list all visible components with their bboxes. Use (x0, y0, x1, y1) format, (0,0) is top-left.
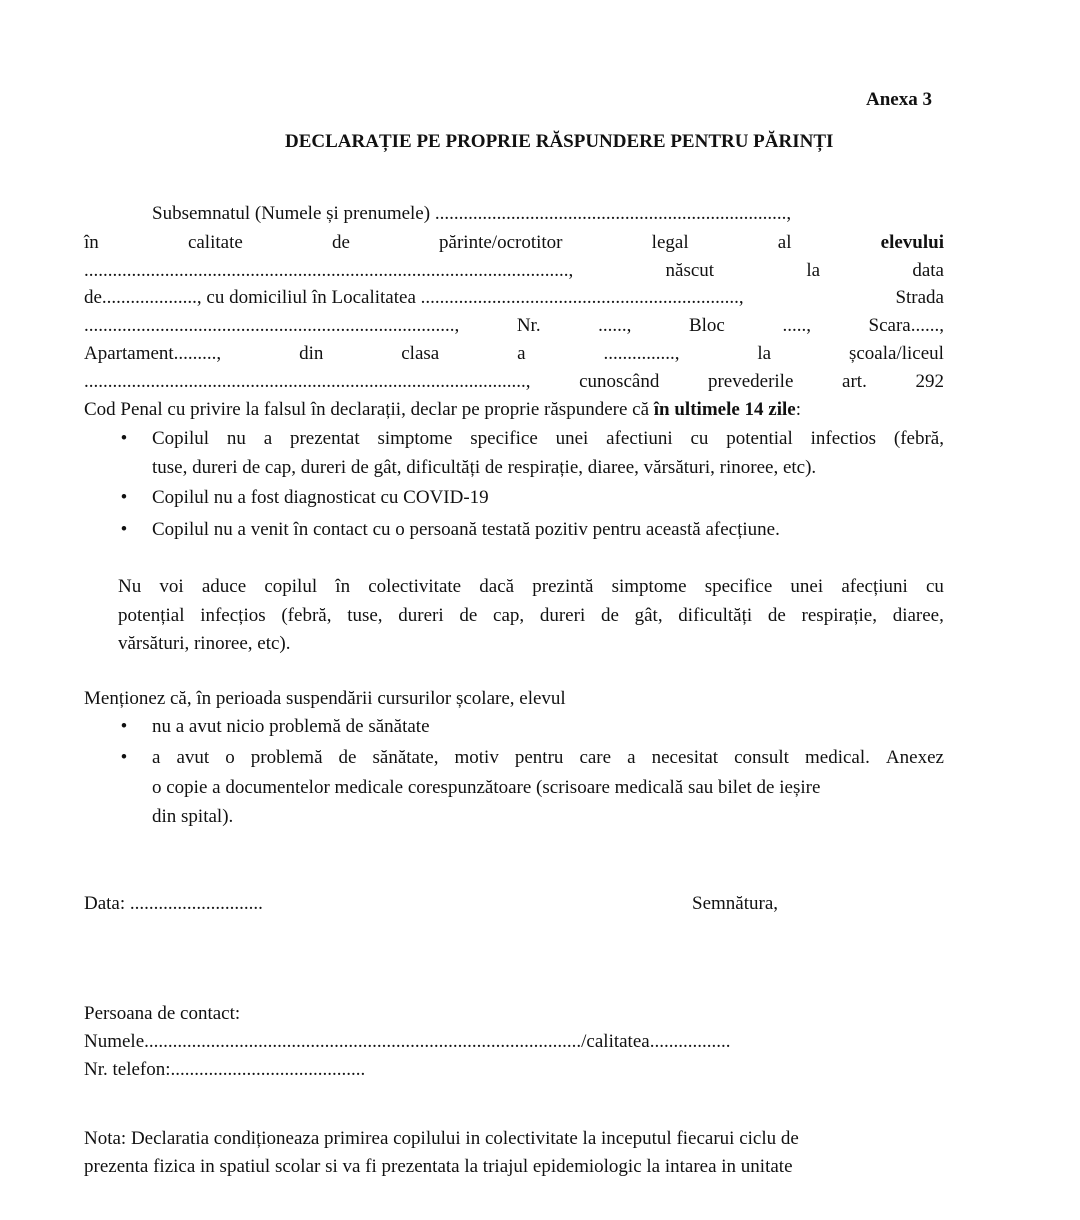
collectivity-line-1: Nu voi aduce copilul în colectivitate dacă prezintă simptome specifice unei afecțiuni cu (118, 576, 944, 597)
declaration-line-6: Apartament........., din clasa a ..............., la școala/liceul (84, 343, 944, 364)
health-option-2-end: din spital). (152, 806, 234, 827)
health-option-1: nu a avut nicio problemă de sănătate (152, 716, 430, 737)
symptom-item-1-cont: tuse, dureri de cap, dureri de gât, dificultăți de respirație, diaree, vărsături, rinoree, etc). (152, 457, 817, 478)
document-title: DECLARAȚIE PE PROPRIE RĂSPUNDERE PENTRU PĂRINȚI (285, 131, 834, 152)
contact-name-field: Numele............................................................................................/calitatea................. (84, 1031, 731, 1052)
symptom-item-2: Copilul nu a fost diagnosticat cu COVID-19 (152, 487, 489, 508)
collectivity-line-2: potențial infecțios (febră, tuse, dureri de cap, dureri de gât, dificultăți de respirație, diaree, (118, 605, 944, 626)
declaration-line-8: Cod Penal cu privire la falsul în declarații, declar pe proprie răspundere că în ultimele 14 zile: (84, 399, 801, 420)
signature-label: Semnătura, (692, 893, 779, 914)
declaration-line-5: .............................................................................., Nr. ......, Bloc ....., Scara......, (84, 315, 944, 336)
annex-label: Anexa 3 (866, 89, 932, 110)
health-option-2: a avut o problemă de sănătate, motiv pentru care a necesitat consult medical. Anexez (152, 747, 944, 768)
health-intro: Menționez că, în perioada suspendării cursurilor școlare, elevul (84, 688, 566, 709)
note-line-1: Nota: Declaratia condiționeaza primirea copilului in colectivitate la inceputul fiecarui ciclu de (84, 1128, 799, 1149)
health-option-2-cont: o copie a documentelor medicale corespunzătoare (scrisoare medicală sau bilet de ieșire (152, 777, 821, 798)
declaration-line-1: Subsemnatul (Numele și prenumele) .........................................................................., (152, 203, 792, 224)
date-field: Data: ............................ (84, 893, 263, 914)
declaration-line-7: ............................................................................................., cunoscând prevederile art. 292 (84, 371, 944, 392)
bullet-icon: • (120, 487, 128, 508)
declaration-line-4: de...................., cu domiciliul în Localitatea ..................................................................., Strada (84, 287, 944, 308)
declaration-line-3: ......................................................................................................, născut la data (84, 260, 944, 281)
symptom-item-1: Copilul nu a prezentat simptome specifice unei afectiuni cu potential infectios (febră, (152, 428, 944, 449)
symptom-item-3: Copilul nu a venit în contact cu o persoană testată pozitiv pentru această afecțiune. (152, 519, 780, 540)
bullet-icon: • (120, 428, 128, 449)
bullet-icon: • (120, 519, 128, 540)
collectivity-line-3: vărsături, rinoree, etc). (118, 633, 291, 654)
contact-heading: Persoana de contact: (84, 1003, 241, 1024)
declaration-line-2: în calitate de părinte/ocrotitor legal al elevului (84, 232, 944, 253)
contact-phone-field: Nr. telefon:......................................... (84, 1059, 366, 1080)
bullet-icon: • (120, 716, 128, 737)
note-line-2: prezenta fizica in spatiul scolar si va fi prezentata la triajul epidemiologic la intarea in unitate (84, 1156, 793, 1177)
bullet-icon: • (120, 747, 128, 768)
